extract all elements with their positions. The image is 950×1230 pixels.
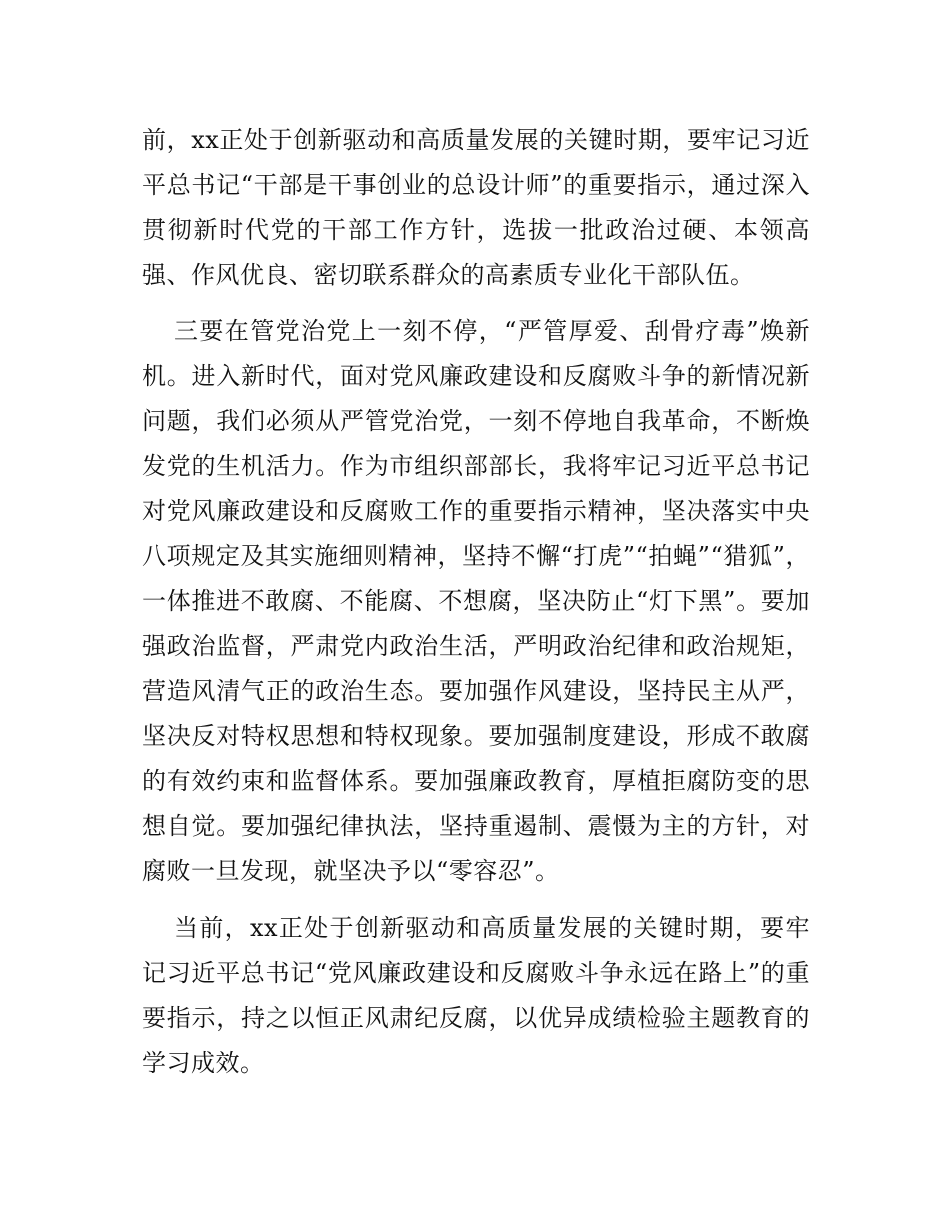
paragraph-cadre-team: 前，xx正处于创新驱动和高质量发展的关键时期，要牢记习近平总书记“干部是干事创业的总设计师”的重要指示，通过深入贯彻新时代党的干部工作方针，选拔一批政治过硬、本领高强、作风优良、密切联系群众的高素质专业化干部队伍。 [142, 126, 810, 289]
document-body [142, 118, 810, 1086]
paragraph-conclusion: 当前，xx正处于创新驱动和高质量发展的关键时期，要牢记习近平总书记“党风廉政建设和反腐败斗争永远在路上”的重要指示，持之以恒正风肃纪反腐，以优异成绩检验主题教育的学习成效。 [142, 914, 810, 1077]
paragraph-party-discipline: 三要在管党治党上一刻不停，“严管厚爱、刮骨疗毒”焕新机。进入新时代，面对党风廉政建设和反腐败斗争的新情况新问题，我们必须从严管党治党，一刻不停地自我革命，不断焕发党的生机活力。作为市组织部部长，我将牢记习近平总书记对党风廉政建设和反腐败工作的重要指示精神，坚决落实中央八项规定及其实施细则精神，坚持不懈“打虎”“拍蝇”“猎狐”，一体推进不敢腐、不能腐、不想腐，坚决防止“灯下黑”。要加强政治监督，严肃党内政治生活，严明政治纪律和政治规矩，营造风清气正的政治生态。要加强作风建设，坚持民主从严，坚决反对特权思想和特权现象。要加强制度建设，形成不敢腐的有效约束和监督体系。要加强廉政教育，厚植拒腐防变的思想自觉。要加强纪律执法，坚持重遏制、震慑为主的方针，对腐败一旦发现，就坚决予以“零容忍”。 [142, 317, 810, 885]
